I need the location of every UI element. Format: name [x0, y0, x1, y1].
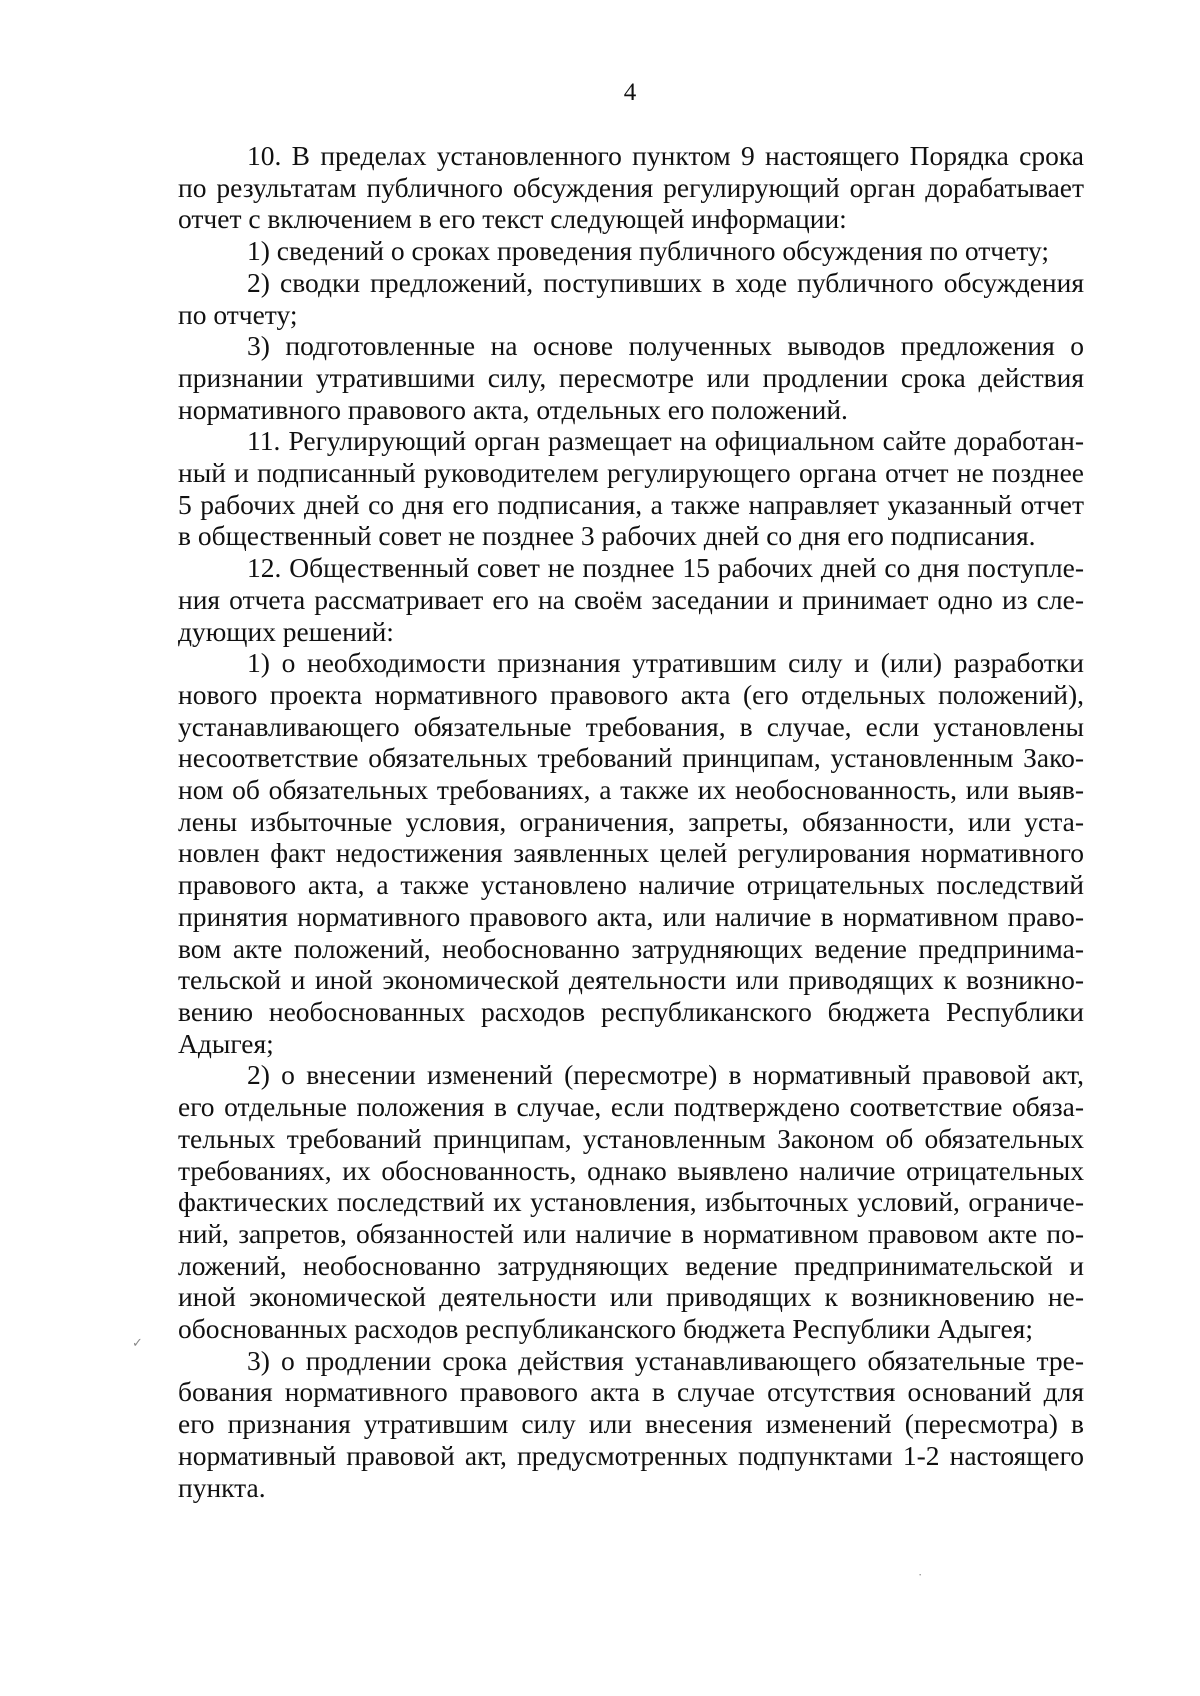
paragraph-10-item-1: 1) сведений о сроках проведения публичного обсуждения по отчету; [247, 235, 1049, 267]
paragraph-12-item-3: 3) о продлении срока действия устанавливающего обязательные требования нормативного правового акта в случае отсутствия оснований для его признания утратившим силу или внесения изменений (пересмотра) в нормативный правовой акт, предусмотренных подпунктами 1-2 настоящего пункта. [178, 1344, 1084, 1503]
paragraph-10-item-2: 2) сводки предложений, поступивших в ходе публичного обсуждения по отчету; [178, 266, 1084, 330]
paragraph-12: 12. Общественный совет не позднее 15 рабочих дней со дня поступления отчета рассматривает его на своём заседании и принимает одно из следующих решений: [178, 552, 1084, 647]
paragraph-10: 10. В пределах установленного пунктом 9 настоящего Порядка срока по результатам публичного обсуждения регулирующий орган дорабатывает отчет с включением в его текст следующей информации: [178, 140, 1084, 235]
paragraph-10-item-3: 3) подготовленные на основе полученных выводов предложения о признании утратившими силу, пересмотре или продлении срока действия нормативного правового акта, отдельных его положений. [178, 330, 1084, 425]
scan-speck-dot: · [918, 1567, 923, 1582]
document-body [178, 140, 1084, 1503]
paragraph-11: 11. Регулирующий орган размещает на официальном сайте доработанный и подписанный руководителем регулирующего органа отчет не позднее 5 рабочих дней со дня его подписания, а также направляет указанный отчет в общественный совет не позднее 3 рабочих дней со дня его подписания. [178, 425, 1084, 552]
page-number: 4 [623, 79, 637, 106]
paragraph-12-item-1: 1) о необходимости признания утратившим силу и (или) разработки нового проекта нормативного правового акта (его отдельных положений), устанавливающего обязательные требования, в случае, если установлены несоответствие обязательных требований принципам, установленным Законом об обязательных требованиях, а также их необоснованность, или выявлены избыточные условия, ограничения, запреты, обязанности, или установлен факт недостижения заявленных целей регулирования нормативного правового акта, а также установлено наличие отрицательных последствий принятия нормативного правового акта, или наличие в нормативном правовом акте положений, необоснованно затрудняющих ведение предпринимательской и иной экономической деятельности или приводящих к возникновению необоснованных расходов республиканского бюджета Республики Адыгея; [178, 647, 1084, 1059]
paragraph-12-item-2: 2) о внесении изменений (пересмотре) в нормативный правовой акт, его отдельные положения в случае, если подтверждено соответствие обязательных требований принципам, установленным Законом об обязательных требованиях, их обоснованность, однако выявлено наличие отрицательных фактических последствий их установления, избыточных условий, ограничений, запретов, обязанностей или наличие в нормативном правовом акте положений, необоснованно затрудняющих ведение предпринимательской и иной экономической деятельности или приводящих к возникновению необоснованных расходов республиканского бюджета Республики Адыгея; [178, 1059, 1084, 1345]
scan-speck-mark: ✓ [132, 1335, 143, 1350]
